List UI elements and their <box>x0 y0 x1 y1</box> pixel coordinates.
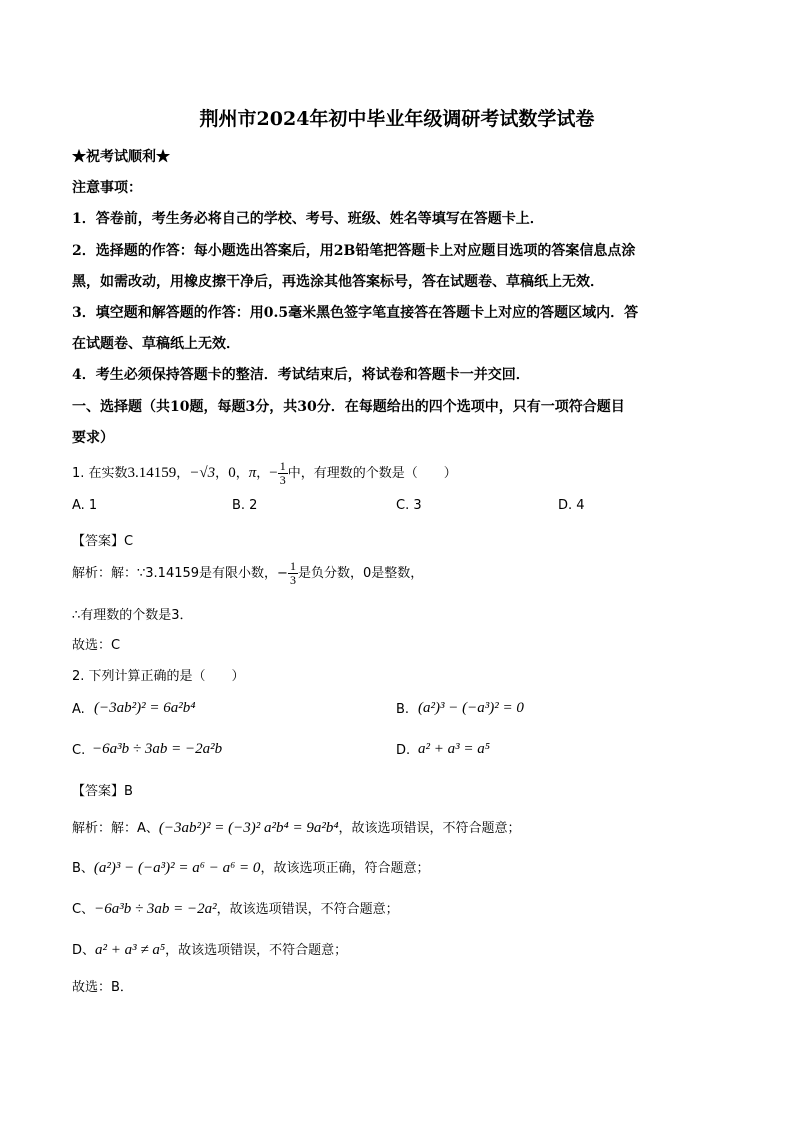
section-heading-line-2: 要求） <box>72 430 114 446</box>
q2-analysis-a-math: (−3ab²)² = (−3)² a²b⁴ = 9a²b⁴ <box>158 820 339 836</box>
q2-analysis-b-prefix: B、 <box>72 861 94 876</box>
notice-item-1: 1．答卷前，考生务必将自己的学校、考号、班级、姓名等填写在答题卡上． <box>72 211 544 227</box>
q1-analysis-fraction-denominator: 3 <box>289 573 296 587</box>
q2-analysis-b <box>72 857 429 877</box>
q2-analysis-d-prefix: D、 <box>72 943 96 958</box>
q2-option-c-label: C. <box>72 743 86 758</box>
q1-fraction-denominator: 3 <box>279 473 286 487</box>
q2-analysis-c-math: −6a³b ÷ 3ab = −2a² <box>94 901 217 917</box>
section-heading-line-1: 一、选择题（共10题，每题3分，共30分．在每题给出的四个选项中，只有一项符合题目 <box>72 399 625 415</box>
q1-fraction <box>278 460 288 487</box>
q1-option-a: A. 1 <box>72 498 98 513</box>
q1-conclusion: ∴有理数的个数是3． <box>72 608 193 623</box>
q1-analysis-fraction <box>288 560 298 587</box>
q2-answer: 【答案】B <box>72 784 133 799</box>
notice-item-4: 4．考生必须保持答题卡的整洁．考试结束后，将试卷和答题卡一并交回． <box>72 367 530 383</box>
notice-item-3-line-2: 在试题卷、草稿纸上无效． <box>72 336 240 352</box>
page-title: 荆州市2024年初中毕业年级调研考试数学试卷 <box>199 108 595 130</box>
q2-option-b-label: B. <box>396 702 410 717</box>
q1-number-2: −√3 <box>189 465 216 481</box>
q1-number-4: π <box>248 465 257 481</box>
q2-analysis-b-math: (a²)³ − (−a³)² = a⁶ − a⁶ = 0 <box>93 860 261 876</box>
q1-number-3: 0 <box>228 465 236 481</box>
q2-choice: 故选：B． <box>72 980 133 995</box>
q1-analysis <box>72 560 423 587</box>
q2-analysis-a-prefix: 解析：解：A、 <box>72 821 159 836</box>
q1-analysis-fraction-numerator: 1 <box>289 559 296 573</box>
notice-item-3-line-1: 3．填空题和解答题的作答：用0.5毫米黑色签字笔直接答在答题卡上对应的答题区域内．答 <box>72 305 639 321</box>
q2-analysis-c-suffix: ，故该选项错误，不符合题意； <box>216 902 399 917</box>
q1-analysis-suffix: 是负分数，0是整数， <box>297 566 424 581</box>
q1-option-d: D. 4 <box>558 498 585 513</box>
notice-item-2-line-1: 2．选择题的作答：每小题选出答案后，用2B铅笔把答题卡上对应题目选项的答案信息点涂 <box>72 243 636 259</box>
q2-analysis-d-math: a² + a³ ≠ a⁵ <box>95 942 166 958</box>
q2-analysis-a-suffix: ，故该选项错误，不符合题意； <box>338 821 521 836</box>
q2-analysis-d-suffix: ，故该选项错误，不符合题意； <box>165 943 348 958</box>
q2-analysis-c <box>72 898 399 918</box>
q2-analysis-d <box>72 939 347 959</box>
q2-analysis-c-prefix: C、 <box>72 902 95 917</box>
q2-option-d-label: D. <box>396 743 411 758</box>
q1-choice: 故选：C <box>72 638 121 653</box>
q2-option-c-math: −6a³b ÷ 3ab = −2a²b <box>92 741 223 757</box>
q1-fraction-numerator: 1 <box>279 459 286 473</box>
question-1-suffix: 中，有理数的个数是（ ） <box>287 466 457 481</box>
wish-line: ★祝考试顺利★ <box>72 149 170 165</box>
q1-answer: 【答案】C <box>72 534 134 549</box>
q2-option-b-math: (a²)³ − (−a³)² = 0 <box>418 700 524 716</box>
notice-heading: 注意事项： <box>72 180 142 196</box>
q2-option-a-math: (−3ab²)² = 6a²b⁴ <box>94 700 196 716</box>
q2-option-a-label: A. <box>72 702 85 717</box>
question-2-stem: 2. 下列计算正确的是（ ） <box>72 669 245 684</box>
q1-option-b: B. 2 <box>232 498 258 513</box>
question-1-stem: 1. 在实数3.14159，−√3，0，π，− $\frac{1}{3}$ 中，有理数的个数是（ ） <box>72 459 457 487</box>
q1-number-1: 3.14159 <box>127 465 177 481</box>
question-1-prefix: 1. 在实数 <box>72 466 128 481</box>
q1-option-c: C. 3 <box>396 498 422 513</box>
q2-analysis-b-suffix: ，故该选项正确，符合题意； <box>260 861 430 876</box>
q1-analysis-prefix: 解析：解：∵3.14159是有限小数，− <box>72 566 288 581</box>
q2-analysis-a <box>72 817 521 837</box>
notice-item-2-line-2: 黑，如需改动，用橡皮擦干净后，再选涂其他答案标号，答在试题卷、草稿纸上无效． <box>72 274 604 290</box>
q2-option-d-math: a² + a³ = a⁵ <box>418 741 490 757</box>
